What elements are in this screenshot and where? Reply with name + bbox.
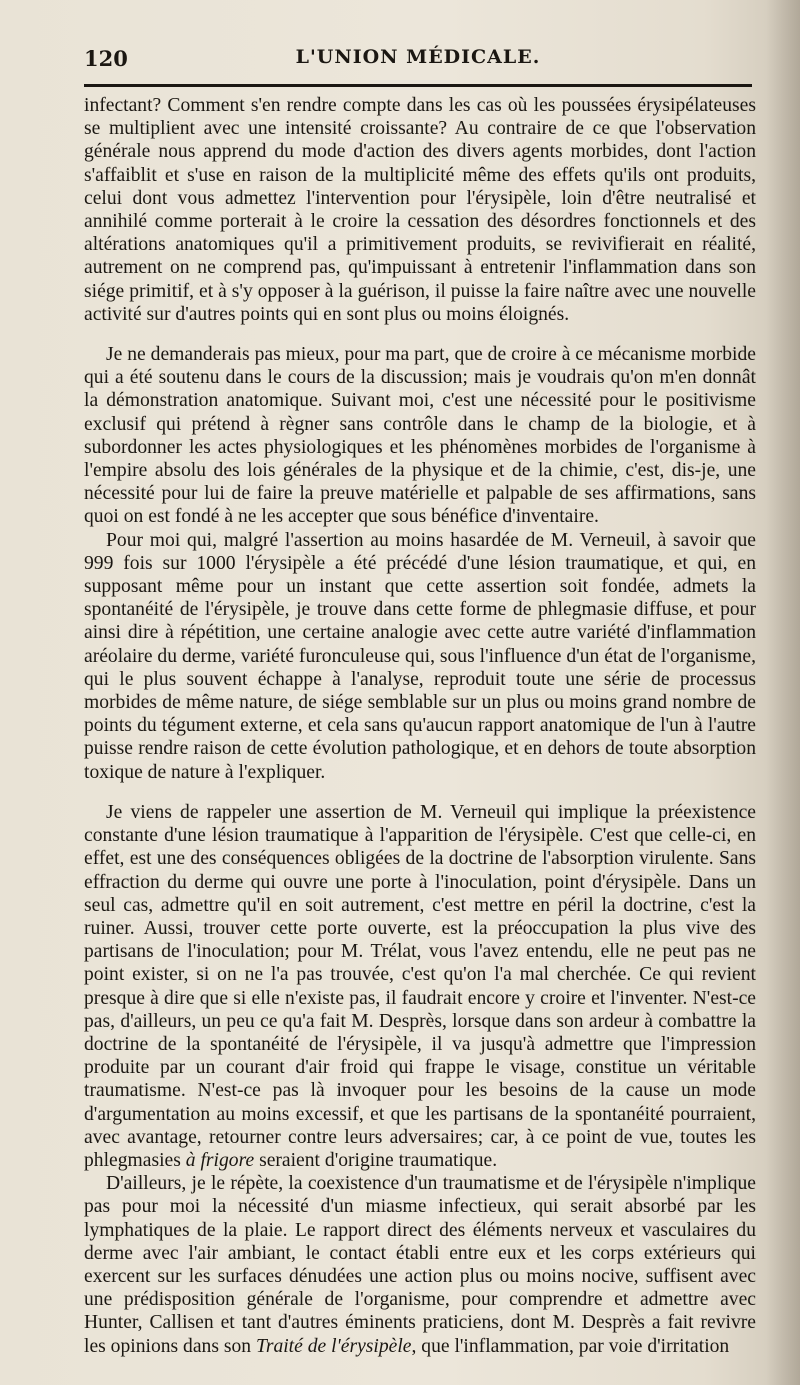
paragraph-4-tail: seraient d'origine traumatique. bbox=[254, 1149, 498, 1171]
paragraph-4 bbox=[84, 801, 756, 1172]
paragraph-5-italic: Traité de l'érysipèle bbox=[256, 1335, 412, 1357]
page-edge-shadow bbox=[766, 0, 800, 1385]
paragraph-1: infectant? Comment s'en rendre compte dans les cas où les poussées érysipélateuses se multiplient avec une intensité croissante? Au contraire de ce que l'observation générale nous apprend du mode d'action des divers agents morbides, dont l'action s'affaiblit et s'use en raison de la multiplicité même des effets qu'ils ont produits, celui dont vous admettez l'intervention pour l'érysipèle, loin d'être neutralisé et annihilé comme porterait à le croire la cessation des désordres fonctionnels et des altérations anatomiques qu'il a primitivement produits, se revivifierait en réalité, autrement on ne comprend pas, qu'impuissant à entretenir l'inflammation dans son siége primitif, et à s'y opposer à la guérison, il puisse la faire naître avec une nouvelle activité sur d'autres points qui en sont plus ou moins éloignés. bbox=[84, 95, 756, 325]
body-text bbox=[84, 94, 756, 1358]
paragraph-4-italic: à frigore bbox=[185, 1149, 255, 1171]
page-header bbox=[84, 46, 752, 78]
paragraph-5 bbox=[84, 1172, 756, 1358]
paragraph-5-tail: , que l'inflammation, par voie d'irritation bbox=[411, 1335, 730, 1357]
paragraph-3: Pour moi qui, malgré l'assertion au moins hasardée de M. Verneuil, à savoir que 999 fois sur 1000 l'érysipèle a été précédé d'une lésion traumatique, et qui, en supposant même pour un instant que cette assertion soit fondée, admets la spontanéité de l'érysipèle, je trouve dans cette forme de phlegmasie diffuse, et pour ainsi dire à répétition, une certaine analogie avec cette autre variété d'inflammation aréolaire du derme, variété furonculeuse qui, sous l'influence d'un état de l'organisme, qui le plus souvent échappe à l'analyse, reproduit toute une série de processus morbides de même nature, de siége semblable sur un plus ou moins grand nombre de points du tégument externe, et cela sans qu'aucun rapport anatomique de l'un à l'autre puisse rendre raison de cette évolution pathologique, et en dehors de toute absorption toxique de nature à l'expliquer. bbox=[84, 529, 756, 783]
running-title: L'UNION MÉDICALE. bbox=[295, 46, 541, 68]
header-rule bbox=[84, 84, 752, 87]
paragraph-2: Je ne demanderais pas mieux, pour ma part, que de croire à ce mécanisme morbide qui a été soutenu dans le cours de la discussion; mais je voudrais qu'on m'en donnât la démonstration anatomique. Suivant moi, c'est une nécessité pour le positivisme exclusif qui prétend à règner sans contrôle dans le champ de la biologie, et à subordonner les actes physiologiques et les phénomènes morbides de l'organisme à l'empire absolu des lois générales de la physique et de la chimie, c'est, dis-je, une nécessité pour lui de faire la preuve matérielle et palpable de ses affirmations, sans quoi on est fondé à ne les accepter que sous bénéfice d'inventaire. bbox=[84, 344, 756, 528]
paragraph-4-text: Je viens de rappeler une assertion de M. Verneuil qui implique la préexistence constante d'une lésion traumatique à l'apparition de l'érysipèle. C'est que celle-ci, en effet, est une des conséquences obligées de la doctrine de l'absorption virulente. Sans effraction du derme qui ouvre une porte à l'inoculation, point d'érysipèle. Dans un seul cas, admettre qu'il en soit autrement, c'est mettre en péril la doctrine, c'est la ruiner. Aussi, trouver cette porte ouverte, est la préoccupation la plus vive des partisans de l'inoculation; pour M. Trélat, vous l'avez entendu, elle ne peut pas ne point exister, si on ne l'a pas trouvée, c'est qu'on l'a mal cherchée. Ce qui revient presque à dire que si elle n'existe pas, il faudrait encore y croire et l'inventer. N'est-ce pas, d'ailleurs, un peu ce qu'a fait M. Desprès, lorsque dans son ardeur à combattre la doctrine de la spontanéité de l'érysipèle, il va jusqu'à admettre que l'impression produite par un courant d'air froid qui frappe le visage, constitue un véritable traumatisme. N'est-ce pas là invoquer pour les besoins de la cause un mode d'argumentation au moins excessif, et que les partisans de la spontanéité pourraient, avec avantage, retourner contre leurs adversaires; car, à ce point de vue, toutes les phlegmasies bbox=[84, 801, 756, 1171]
paragraph-5-text: D'ailleurs, je le répète, la coexistence d'un traumatisme et de l'érysipèle n'implique pas pour moi la nécessité d'un miasme infectieux, qui serait absorbé par les lymphatiques de la plaie. Le rapport direct des éléments nerveux et vasculaires du derme avec l'air ambiant, le contact établi entre eux et les corps extérieurs qui exercent sur les surfaces dénudées une action plus ou moins nocive, suffisent avec une prédisposition générale de l'organisme, pour comprendre et admettre avec Hunter, Callisen et tant d'autres éminents praticiens, dont M. Desprès a fait revivre les opinions dans son bbox=[84, 1173, 756, 1357]
page-number: 120 bbox=[84, 46, 128, 71]
